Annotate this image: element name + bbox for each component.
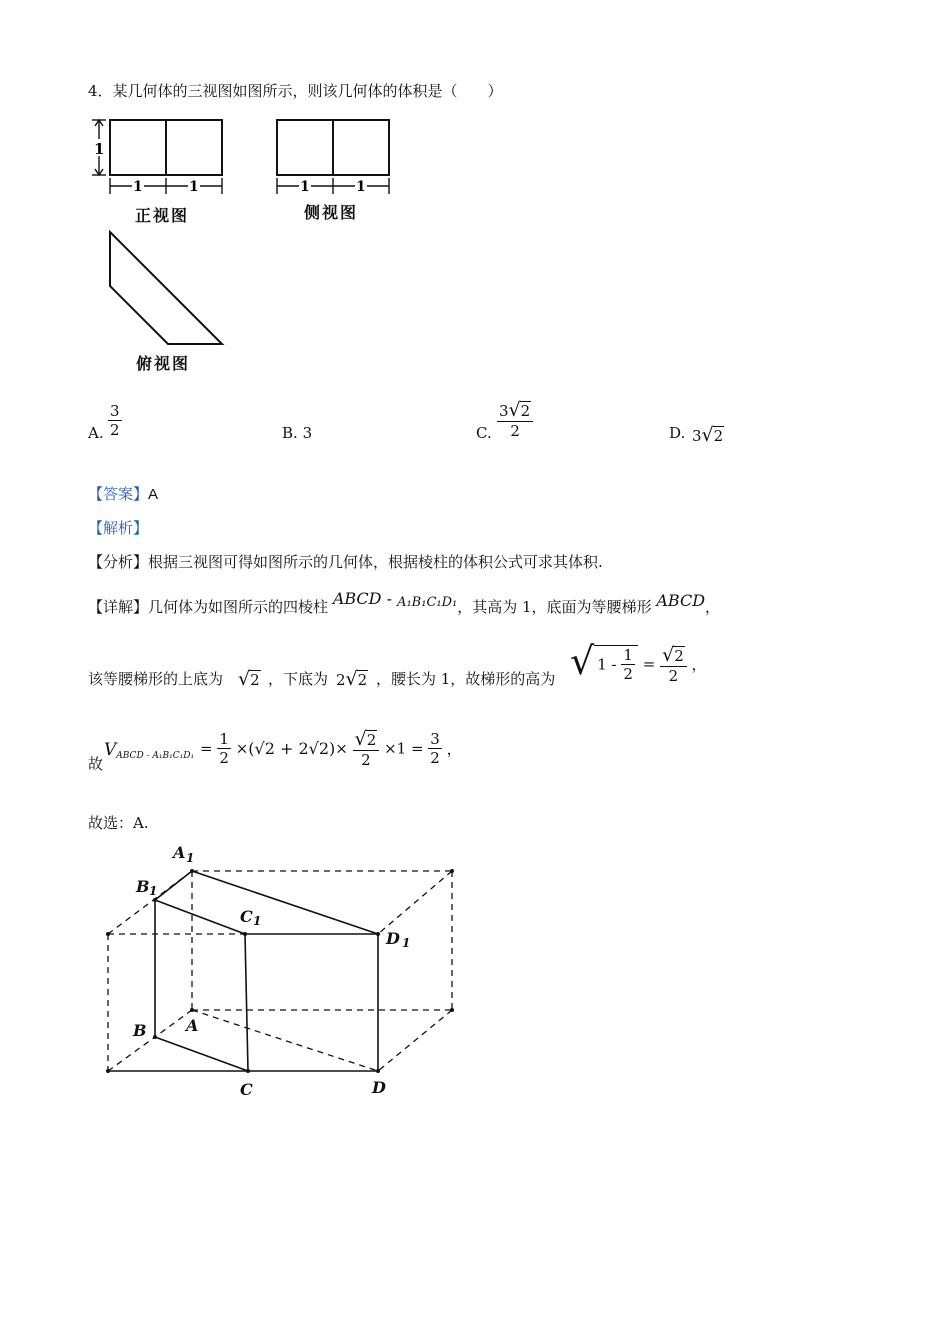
- answer-value: A: [148, 486, 159, 503]
- option-c-value: $\frac{3√2}{2}$: [497, 399, 533, 440]
- option-c-label: C.: [476, 424, 492, 442]
- volume-symbol: $V_{ABCD - A_1B_1C_1D_1}$: [104, 740, 195, 761]
- front-width-dimension: [110, 178, 222, 194]
- prism-solid-edges: [108, 871, 378, 1071]
- top-view: [110, 232, 222, 344]
- top-view-label: 俯视图: [136, 354, 191, 373]
- front-view-label: 正视图: [135, 206, 190, 225]
- label-a: A: [186, 1016, 199, 1035]
- prism-top: A₁B₁C₁D₁: [397, 595, 458, 610]
- label-c: C: [240, 1080, 253, 1099]
- side-view-label: 侧视图: [304, 203, 359, 222]
- label-c1-sub: 1: [253, 914, 262, 928]
- detail-text-1: 几何体为如图所示的四棱柱: [148, 598, 329, 616]
- question-text: 4．某几何体的三视图如图所示，则该几何体的体积是（ ）: [88, 82, 503, 100]
- side-view: [277, 120, 389, 175]
- fenxi-tag: 【分析】: [88, 553, 149, 571]
- side-width-dimension: [277, 178, 389, 194]
- option-b: [282, 424, 312, 442]
- base-name: ABCD: [656, 591, 706, 610]
- detail-text-2: ，其高为 1，底面为等腰梯形: [457, 598, 652, 616]
- label-a1: A: [173, 843, 186, 862]
- detail-text-3: ，: [705, 598, 721, 616]
- answer-line: [88, 483, 158, 504]
- trapezoid-line-text-2: ，下底为: [268, 670, 329, 688]
- detail-tag: 【详解】: [88, 598, 149, 616]
- analysis-tag: 【解析】: [88, 519, 149, 537]
- prism-diagram: [100, 838, 470, 1103]
- front-view: [110, 120, 222, 175]
- option-d-label: D.: [669, 424, 686, 442]
- label-a1-sub: 1: [186, 851, 195, 865]
- vertex-dots: [106, 869, 454, 1073]
- lower-base-value: 2√2: [336, 668, 368, 690]
- fenxi-line: [88, 551, 603, 572]
- front-dim-label-1: 1: [133, 179, 143, 195]
- three-views-figure: [86, 108, 426, 383]
- conclusion-text: 故选：A.: [88, 814, 149, 832]
- label-b1-sub: 1: [149, 884, 158, 898]
- upper-base-value: √2: [238, 668, 260, 690]
- trapezoid-line-text-3: ，腰长为 1，故梯形的高为: [376, 670, 556, 688]
- option-d-value: 3√2: [692, 424, 724, 446]
- answer-tag: 【答案】: [88, 485, 149, 503]
- trapezoid-line-text-1: 该等腰梯形的上底为: [88, 670, 224, 688]
- volume-prefix: 故: [88, 755, 104, 773]
- detail-line: [88, 589, 721, 617]
- option-b-value: 3: [302, 424, 313, 442]
- fenxi-text: 根据三视图可得如图所示的几何体，根据棱柱的体积公式可求其体积.: [148, 553, 603, 571]
- option-a-value: $\frac{3}{2}$: [110, 402, 120, 439]
- side-dim-label-2: 1: [356, 179, 366, 195]
- height-label: 1: [94, 140, 105, 158]
- side-dim-label-1: 1: [300, 179, 310, 195]
- label-b: B: [133, 1021, 147, 1040]
- option-b-label: B.: [282, 424, 298, 442]
- volume-expression: = $\frac{1}{2}$ ×(√2 + 2√2)× $\frac{√2}{2}$ ×1 = $\frac{3}{2}$ ，: [200, 728, 462, 769]
- label-d1-sub: 1: [402, 936, 411, 950]
- option-a-label: A.: [88, 424, 104, 442]
- label-c1: C: [240, 907, 253, 926]
- height-expression: √ 1 - $\frac{1}{2}$ = $\frac{√2}{2}$ ，: [570, 639, 707, 685]
- label-b1: B: [136, 877, 150, 896]
- label-d: D: [372, 1078, 386, 1097]
- label-d1: D: [386, 929, 400, 948]
- prism-name: ABCD -: [332, 589, 398, 608]
- front-dim-label-2: 1: [189, 179, 199, 195]
